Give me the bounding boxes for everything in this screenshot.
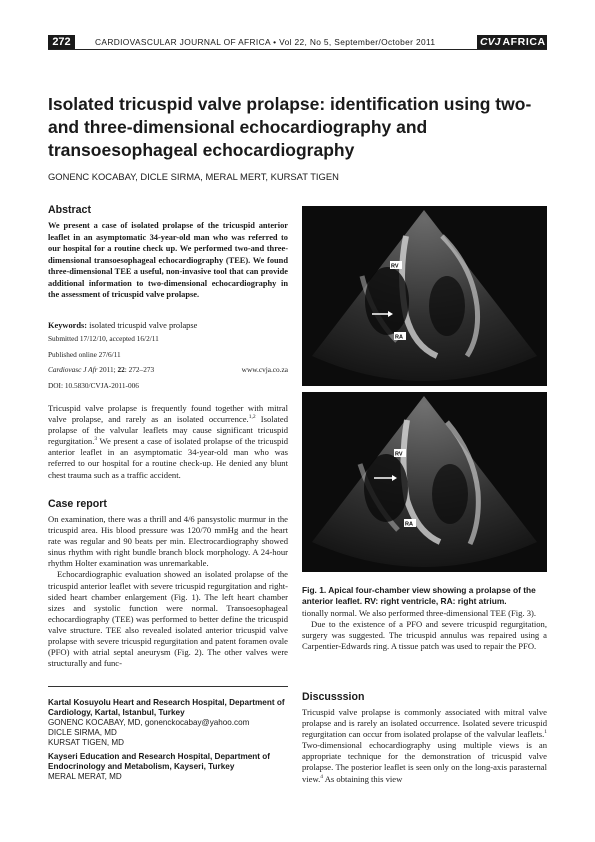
- echo-chamber: [432, 464, 468, 524]
- keywords-label: Keywords:: [48, 321, 88, 330]
- case-report-text: [48, 514, 288, 669]
- echo-chamber: [364, 451, 408, 522]
- case-report-continued: [302, 608, 547, 652]
- citation-journal: Cardiovasc J Afr: [48, 365, 98, 374]
- logo-cvj: CVJ: [480, 36, 501, 48]
- ref-sup: 1: [544, 729, 547, 736]
- echo-sector: [312, 210, 537, 381]
- ref-sup: 3: [94, 436, 98, 443]
- affiliation-1-people: [48, 718, 288, 748]
- keywords: [48, 320, 288, 331]
- logo-africa: AFRICA: [502, 36, 546, 48]
- echo-scan-top: [302, 206, 547, 386]
- affiliation-2-people: [48, 772, 288, 782]
- author-list: GONENC KOCABAY, DICLE SIRMA, MERAL MERT, KURSAT TIGEN: [48, 171, 339, 182]
- discussion-text-1: Tricuspid valve prolapse is commonly associated with mitral valve prolapse and is rarely an isolated occurrence. Isolated severe tricuspid regurgitation can occur from isolated prolapse of the valvular leaflets.: [302, 707, 547, 740]
- label-ra: RA: [395, 334, 403, 341]
- intro-text-3: We present a case of isolated prolapse of the tricuspid anterior leaflet in an asymptomatic 34-year-old man who was referred to our hospital for a routine check-up. He denied any blunt chest trauma such as a traffic accident.: [48, 436, 288, 480]
- affiliation-rule: [48, 686, 288, 687]
- citation-pages: : 272–273: [124, 365, 155, 374]
- journal-website[interactable]: www.cvja.co.za: [241, 365, 288, 374]
- ref-sup: 4: [320, 773, 324, 780]
- echo-sector: [312, 396, 537, 567]
- ref-sup: 1,2: [248, 414, 256, 421]
- label-rv: RV: [395, 451, 403, 458]
- case-report-p2: Echocardiographic evaluation showed an isolated prolapse of the tricuspid anterior leaflet with severe tricuspid regurgitation and right-sided heart chamber enlargement (Fig. 1). The left heart chamber sizes and systolic function were normal. Transoesophageal echocardiography (TEE) was performed to better define the tricuspid valve structure. TEE also revealed isolated anterior tricuspid valve prolapse with severe tricuspid regurgitation and patent foramen ovale (PFO) with atrial septal aneurysm (Fig. 2). The other valves were structurally and func-: [48, 569, 288, 669]
- page-number: 272: [48, 35, 75, 50]
- affiliation-2-heading: Kayseri Education and Research Hospital, Department of Endocrinology and Metabolism, Kayseri, Turkey: [48, 752, 271, 771]
- discussion-text: [302, 707, 547, 785]
- case-report-heading: Case report: [48, 498, 107, 510]
- echo-image-bottom: [302, 392, 547, 572]
- journal-logo: [477, 35, 547, 50]
- echo-chamber: [429, 276, 465, 336]
- intro-paragraph: [48, 403, 288, 481]
- right-p1: tionally normal. We also performed three-dimensional TEE (Fig. 3).: [302, 608, 537, 618]
- discussion-heading: Discusssion: [302, 691, 365, 703]
- echo-scan-bottom: [302, 392, 547, 572]
- discussion-text-3: As obtaining this view: [323, 773, 403, 784]
- label-ra: RA: [405, 521, 413, 528]
- citation-year: 2011;: [97, 365, 118, 374]
- echo-image-top: [302, 206, 547, 386]
- journal-running-head: CARDIOVASCULAR JOURNAL OF AFRICA • Vol 22, No 5, September/October 2011: [95, 37, 436, 47]
- intro-text-2: Isolated prolapse of the valvular leaflets may cause significant tricuspid regurgitation.: [48, 414, 288, 447]
- affiliation-person: GONENC KOCABAY, MD, gonenckocabay@yahoo.com: [48, 718, 250, 727]
- citation: [48, 365, 288, 374]
- affiliation-person: MERAL MERAT, MD: [48, 772, 122, 781]
- discussion-text-2: Two-dimensional echocardiography using multiple views is an appropriate technique for the demonstration of tricuspid valve prolapse. The posterior leaflet is seen only on the long-axis parasternal view.: [302, 740, 547, 784]
- affiliation-person: DICLE SIRMA, MD: [48, 728, 117, 737]
- header-rule: [48, 49, 547, 50]
- intro-text-1: Tricuspid valve prolapse is frequently found together with mitral valve prolapse, and rarely as an isolated occurrence.: [48, 403, 288, 425]
- affiliation-1-heading: Kartal Kosuyolu Heart and Research Hospital, Department of Cardiology, Kartal, Istanbul, Turkey: [48, 698, 285, 717]
- submitted-date: Submitted 17/12/10, accepted 16/2/11: [48, 334, 159, 343]
- citation-volume: 22: [117, 365, 125, 374]
- label-rv: RV: [391, 263, 399, 270]
- doi[interactable]: DOI: 10.5830/CVJA-2011-006: [48, 381, 139, 390]
- figure-caption: Fig. 1. Apical four-chamber view showing a prolapse of the anterior leaflet. RV: right ventricle, RA: right atrium.: [302, 585, 536, 606]
- case-report-p1: On examination, there was a thrill and 4/6 pansystolic murmur in the tricuspid area. His blood pressure was 120/70 mmHg and the heart rate was regular and 90 beats per min. Electrocardiography showed sinus rhythm with right bundle branch block morphology. A 24-hour rhythm Holter examination was unremarkable.: [48, 514, 288, 569]
- abstract-heading: Abstract: [48, 204, 91, 216]
- published-date: Published online 27/6/11: [48, 350, 121, 359]
- right-p2: Due to the existence of a PFO and severe tricuspid regurgitation, surgery was suggested. The tricuspid annulus was repaired using a Carpentier-Edwards ring. A tissue patch was used to repair the PFO.: [302, 619, 547, 652]
- article-title: Isolated tricuspid valve prolapse: identification using two- and three-dimensional echocardiography and transoesophageal echocardiography: [48, 94, 532, 160]
- echo-chamber: [365, 267, 409, 335]
- abstract-text: We present a case of isolated prolapse of the tricuspid anterior leaflet in an asymptomatic 34-year-old man who was referred to our hospital for a routine check up. We performed two-and three-dimensional transoesophageal echocardiography (TEE). We found three-dimensional TEE a useful, non-invasive tool that can provide additional information to two-dimensional echocardiography in the assessment of tricuspid valve prolapse.: [48, 221, 288, 299]
- keywords-value: isolated tricuspid valve prolapse: [87, 321, 198, 330]
- affiliation-person: KURSAT TIGEN, MD: [48, 738, 125, 747]
